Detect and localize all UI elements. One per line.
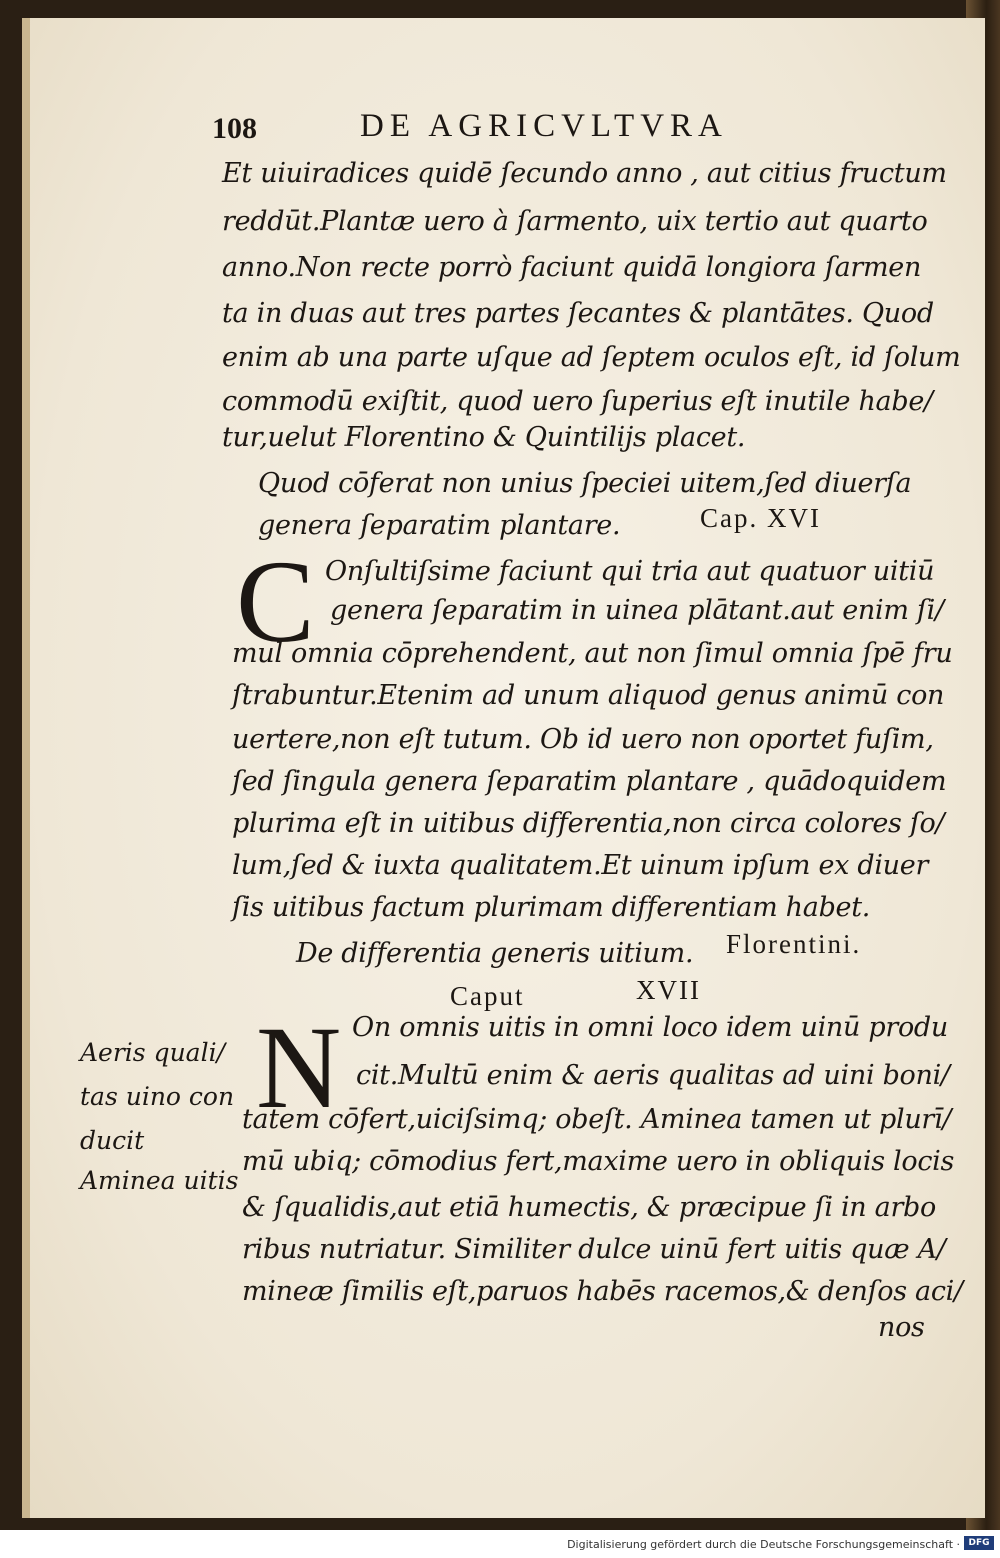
dfg-logo: DFG bbox=[964, 1536, 994, 1550]
chapter-heading: De differentia generis uitium. bbox=[296, 938, 694, 969]
text-line: & ſqualidis,aut etiā humectis, & præcipue ſi in arbo bbox=[242, 1192, 936, 1223]
text-line: ta in duas aut tres partes ſecantes & plantātes. Quod bbox=[222, 298, 934, 329]
text-line: ſis uitibus factum plurimam differentiam habet. bbox=[232, 892, 871, 923]
chapter-number: XVII bbox=[636, 975, 701, 1005]
drop-initial: C bbox=[236, 536, 315, 667]
text-line: genera ſeparatim in uinea plātant.aut enim ſi/ bbox=[330, 595, 944, 626]
text-line: anno.Non recte porrò faciunt quidā longiora ſarmen bbox=[222, 252, 922, 283]
drop-initial: N bbox=[256, 1002, 342, 1133]
text-line: lum,ſed & iuxta qualitatem.Et uinum ipſum ex diuer bbox=[232, 850, 929, 881]
footer-credit: Digitalisierung gefördert durch die Deutsche Forschungsgemeinschaft · bbox=[567, 1538, 960, 1551]
text-line: enim ab una parte uſque ad ſeptem oculos eſt, id ſolum bbox=[222, 342, 961, 373]
text-line: reddūt.Plantæ uero à ſarmento, uix tertio aut quarto bbox=[222, 206, 928, 237]
text-line: uertere,non eſt tutum. Ob id uero non oportet fuſim, bbox=[232, 724, 934, 755]
catchword: nos bbox=[878, 1312, 925, 1343]
text-line: plurima eſt in uitibus differentia,non circa colores ſo/ bbox=[232, 808, 945, 839]
text-line: mū ubiq; cōmodius fert,maxime uero in obliquis locis bbox=[242, 1146, 955, 1177]
chapter-heading: genera ſeparatim plantare. bbox=[258, 510, 621, 541]
text-line: On omnis uitis in omni loco idem uinū produ bbox=[352, 1012, 948, 1043]
margin-note: Aminea uitis bbox=[80, 1166, 239, 1195]
text-line: tur,uelut Florentino & Quintilijs placet. bbox=[222, 422, 746, 453]
chapter-author: Florentini. bbox=[726, 929, 862, 959]
digitization-footer bbox=[0, 1530, 1000, 1558]
chapter-heading: Quod cōferat non unius ſpeciei uitem,ſed diuerſa bbox=[258, 468, 912, 499]
text-line: tatem cōfert,uiciſsimq; obeſt. Aminea tamen ut plurī/ bbox=[242, 1104, 952, 1135]
running-title: DE AGRICVLTVRA bbox=[360, 108, 728, 144]
margin-note: tas uino con bbox=[80, 1082, 235, 1111]
chapter-number: Cap. XVI bbox=[700, 503, 821, 533]
text-line: mul omnia cōprehendent, aut non ſimul omnia ſpē fru bbox=[232, 638, 953, 669]
text-line: ſed ſingula genera ſeparatim plantare , quādoquidem bbox=[232, 766, 947, 797]
margin-note: ducit bbox=[80, 1126, 145, 1155]
text-line: commodū exiſtit, quod uero ſuperius eſt inutile habe/ bbox=[222, 386, 933, 417]
text-line: Et uiuiradices quidē ſecundo anno , aut citius fructum bbox=[222, 158, 947, 189]
text-line: ribus nutriatur. Similiter dulce uinū fert uitis quæ A/ bbox=[242, 1234, 946, 1265]
page-number: 108 bbox=[212, 112, 257, 145]
text-line: mineæ ſimilis eſt,paruos habēs racemos,& denſos aci/ bbox=[242, 1276, 963, 1307]
text-line: Onſultiſsime faciunt qui tria aut quatuor uitiū bbox=[325, 556, 935, 587]
running-head bbox=[212, 108, 812, 152]
text-line: cit.Multū enim & aeris qualitas ad uini boni/ bbox=[356, 1060, 950, 1091]
chapter-caput-label: Caput bbox=[450, 981, 525, 1011]
text-line: ſtrabuntur.Etenim ad unum aliquod genus animū con bbox=[232, 680, 945, 711]
margin-note: Aeris quali/ bbox=[80, 1038, 225, 1067]
